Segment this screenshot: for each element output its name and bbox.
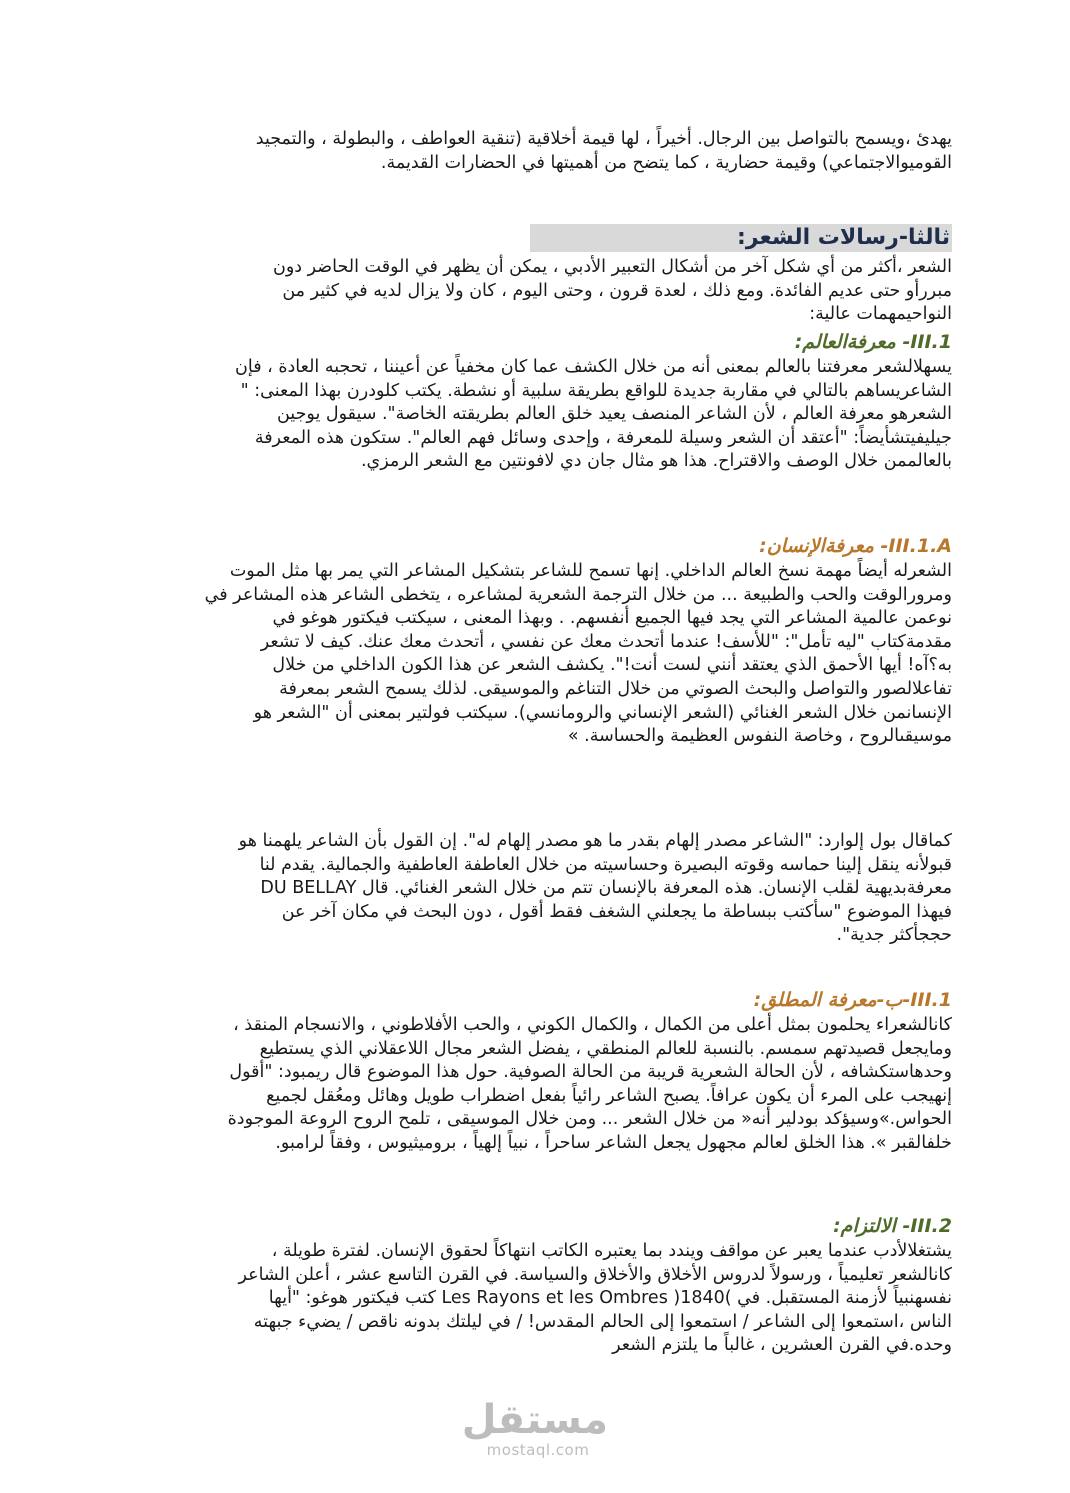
paragraph-line: موسيقىالروح ، وخاصة النفوس العظيمة والحساسة. » — [567, 726, 952, 747]
watermark-latin: mostaql.com — [486, 1441, 590, 1459]
paragraph-line: كماقال بول إلوارد: "الشاعر مصدر إلهام بقدر ما هو مصدر إلهام له". إن القول بأن الشاعر يلهمنا هو — [238, 831, 952, 851]
paragraph-line: إنهيجب على المرء أن يكون عرافاً. يصبح الشاعر رائياً بفعل اضطراب طويل وهائل ومعُقل لجميع — [266, 1085, 952, 1106]
paragraph-line: القوميوالاجتماعي) وقيمة حضارية ، كما يتضح من أهميتها في الحضارات القديمة. — [380, 152, 952, 173]
watermark-arabic: مستقل — [461, 1397, 608, 1443]
paragraph-line: به؟آه! أيها الأحمق الذي يعتقد أنني لست أنت!". يكشف الشعر عن هذا الكون الداخلي من خلال — [272, 655, 952, 676]
paragraph-line: الإنسانمن خلال الشعر الغنائي (الشعر الإنساني والرومانسي). سيكتب فولتير بمعنى أن "الشعر هو — [253, 702, 952, 723]
paragraph-line: كانالشعر تعليمياً ، ورسولاً لدروس الأخلاق والأخلاق والسياسة. في القرن التاسع عشر ، أعلن الشاعر — [238, 1264, 952, 1285]
mostaql-watermark — [461, 1397, 608, 1459]
paragraph-line: بالعالممن خلال الوصف والاقتراح. هذا هو مثال جان دي لافونتين مع الشعر الرمزي. — [360, 451, 952, 472]
paragraph-line: قبولأنه ينقل إلينا حماسه وقوته البصيرة وحساسيته من خلال العاطفة العاطفية والجمالية. يقدم لنا — [259, 854, 952, 875]
paragraph-line: خلفالقبر ». هذا الخلق لعالم مجهول يجعل الشاعر ساحراً ، نبياً إلهياً ، بروميثيوس ، وفقاً لرامبو. — [275, 1132, 952, 1153]
paragraph-line: ومايجعل قصيدتهم سمسم. بالنسبة للعالم المنطقي ، يفضل الشعر مجال اللاعقلاني الذي يستطيع — [259, 1038, 952, 1059]
paragraph-line: يهدئ ،ويسمح بالتواصل بين الرجال. أخيراً ، لها قيمة أخلاقية (تنقية العواطف ، والبطولة ، والتمجيد — [255, 129, 952, 149]
paragraph-line: معرفةبديهية لقلب الإنسان. هذه المعرفة بالإنسان تتم من خلال الشعر الغنائي. قال DU BELLAY — [260, 878, 952, 899]
paragraph-line: ومرورالوقت والحب والطبيعة ... من خلال الترجمة الشعرية لمشاعره ، يتخطى الشاعر هذه المشاعر في — [204, 584, 952, 605]
paragraph-line: وحدهاستكشافه ، لأن الحالة الشعرية قريبة من الحالة الصوفية. حول هذا الموضوع قال ريمبود: "أقول — [229, 1062, 952, 1083]
world-paragraph — [134, 356, 952, 474]
subheading-world: III.1- معرفةالعالم: — [794, 331, 952, 353]
paragraph-line: يشتغلالأدب عندما يعبر عن مواقف ويندد بما يعتبره الكاتب انتهاكاً لحقوق الإنسان. لفترة طويلة ، — [271, 1241, 952, 1261]
paragraph-line: الشعرله أيضاً مهمة نسخ العالم الداخلي. إنها تسمح للشاعر بتشكيل المشاعر التي يمر بها مثل الموت — [229, 561, 952, 581]
paragraph-line: مبررأو حتى عديم الفائدة. ومع ذلك ، لعدة قرون ، وحتى اليوم ، كان ولا يزال لديه في كثير من — [282, 280, 952, 301]
paragraph-line: يسهلالشعر معرفتنا بالعالم بمعنى أنه من خلال الكشف عما كان مخفياً عن أعيننا ، تحجبه العادة ، فإن — [235, 357, 952, 377]
paragraph-line: النواحيمهمات عالية: — [809, 304, 952, 325]
paragraph-line: الحواس.»وسيؤكد بودلير أنه« من خلال الشعر ... ومن خلال الموسيقى ، تلمح الروح الروعة الموجودة — [227, 1109, 952, 1130]
subheading-human: III.1.A- معرفةالإنسان: — [759, 535, 952, 557]
paragraph-line: مقدمةكتاب "ليه تأمل": "للأسف! عندما أتحدث معك عن نفسي ، أتحدث معك عنك. كيف لا تشعر — [260, 631, 952, 652]
section-intro-paragraph — [134, 256, 952, 327]
paragraph-line: نوعمن عالمية المشاعر التي يجد فيها الجميع أنفسهم. . وبهذا المعنى ، سيكتب فيكتور هوغو في — [272, 608, 952, 629]
paragraph-line: الشعرهو معرفة العالم ، لأن الشاعر المنصف يعيد خلق العالم بطريقته الخاصة". سيقول يوجين — [276, 404, 952, 425]
section-heading: ثالثا-رسالات الشعر: — [530, 224, 952, 252]
paragraph-line: الناس ،استمعوا إلى الشاعر / استمعوا إلى الحالم المقدس! / في ليلتك بدونه ناقص / يضيء جبهته — [253, 1311, 952, 1332]
subheading-absolute: III.1-ب-معرفة المطلق: — [753, 989, 952, 1011]
paragraph-line: كانالشعراء يحلمون بمثل أعلى من الكمال ، والكمال الكوني ، والحب الأفلاطوني ، والانسجام المنقذ ، — [233, 1015, 952, 1035]
paragraph-line: الشعر ،أكثر من أي شكل آخر من أشكال التعبير الأدبي ، يمكن أن يظهر في الوقت الحاضر دون — [272, 257, 952, 277]
absolute-paragraph — [134, 1014, 952, 1156]
intro-paragraph — [134, 128, 952, 175]
subheading-commitment: III.2- الالتزام: — [833, 1215, 952, 1237]
paragraph-line: تفاعلالصور والتواصل والبحث الصوتي من خلال التناغم والموسيقى. لذلك يسمح الشعر بمعرفة — [279, 678, 952, 699]
eluard-paragraph — [134, 830, 952, 948]
paragraph-line: جيليفيتشأيضاً: "أعتقد أن الشعر وسيلة للمعرفة ، وإحدى وسائل فهم العالم". ستكون هذه المعرفة — [254, 427, 952, 448]
paragraph-line: نفسهنبياً لأزمنة المستقبل. في )1840( Les Rayons et les Ombres كتب فيكتور هوغو: "أيها — [268, 1288, 952, 1309]
paragraph-line: وحده.في القرن العشرين ، غالباً ما يلتزم الشعر — [612, 1335, 952, 1356]
commitment-paragraph — [134, 1240, 952, 1358]
paragraph-line: الشاعريساهم بالتالي في مقاربة جديدة للواقع بطريقة سلبية أو نشطة. يكتب كلودرن بهذا المعنى: " — [240, 380, 952, 401]
paragraph-line: فيهذا الموضوع "سأكتب ببساطة ما يجعلني الشغف فقط أقول ، دون البحث في مكان آخر عن — [281, 901, 952, 922]
paragraph-line: حججأكثر جدية". — [836, 925, 952, 946]
human-paragraph — [134, 560, 952, 749]
